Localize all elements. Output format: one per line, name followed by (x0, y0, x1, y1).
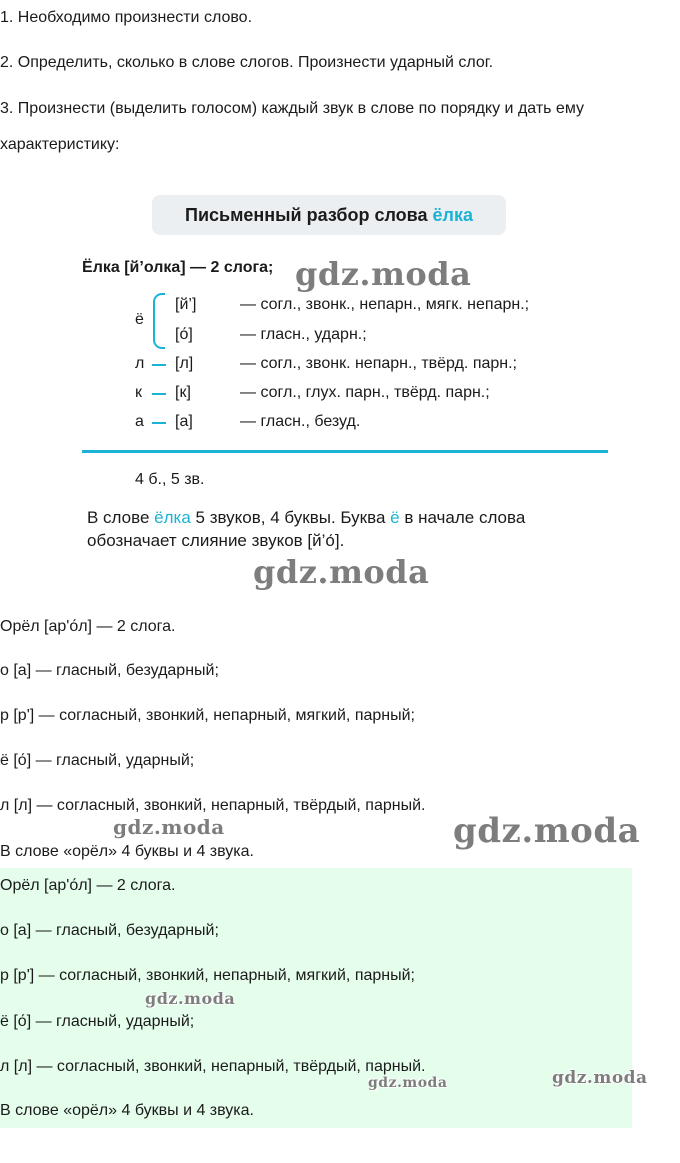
note-text-c: в начале слова (399, 508, 526, 527)
answer2-line-6: В слове «орёл» 4 буквы и 4 звука. (0, 1102, 254, 1119)
answer-highlight (0, 868, 632, 1128)
note-line-1 (87, 508, 525, 528)
summary: 4 б., 5 зв. (135, 471, 205, 488)
desc-a: — гласн., безуд. (240, 413, 361, 430)
answer1-line-6: В слове «орёл» 4 буквы и 4 звука. (0, 843, 254, 860)
watermark: gdz.moda (295, 255, 472, 293)
analysis-card-title (152, 195, 506, 235)
step-3-continued: характеристику: (0, 136, 120, 153)
letter-k: к (135, 384, 142, 401)
watermark: gdz.moda (368, 1075, 448, 1091)
sound-k: [к] (175, 384, 191, 401)
letter-l: л (135, 355, 145, 372)
desc-o: — гласн., ударн.; (240, 326, 367, 343)
answer2-line-2: о [а] — гласный, безударный; (0, 922, 219, 939)
desc-j: — согл., звонк., непарн., мягк. непарн.; (240, 296, 530, 313)
dash-l (152, 364, 166, 366)
analysis-header: Ёлка [й’олка] — 2 слога; (82, 259, 274, 276)
desc-k: — согл., глух. парн., твёрд. парн.; (240, 384, 490, 401)
answer1-line-1: Орёл [ар'о́л] — 2 слога. (0, 618, 176, 635)
answer1-line-2: о [а] — гласный, безударный; (0, 662, 219, 679)
step-2: 2. Определить, сколько в слове слогов. Произнести ударный слог. (0, 54, 494, 71)
answer2-line-4: ё [о́] — гласный, ударный; (0, 1013, 195, 1030)
answer2-line-5: л [л] — согласный, звонкий, непарный, твёрдый, парный. (0, 1058, 426, 1075)
answer1-line-3: р [р'] — согласный, звонкий, непарный, мягкий, парный; (0, 707, 415, 724)
answer1-line-4: ё [о́] — гласный, ударный; (0, 752, 195, 769)
answer2-line-1: Орёл [ар'о́л] — 2 слога. (0, 877, 176, 894)
answer1-line-5: л [л] — согласный, звонкий, непарный, твёрдый, парный. (0, 797, 426, 814)
letter-a: а (135, 413, 144, 430)
letter-yo: ё (135, 311, 144, 328)
watermark: gdz.moda (113, 815, 225, 839)
watermark: gdz.moda (552, 1068, 648, 1088)
card-title-word: ёлка (432, 205, 473, 225)
dash-a (152, 422, 166, 424)
note-text-b: 5 звуков, 4 буквы. Буква (190, 508, 391, 527)
desc-l: — согл., звонк. непарн., твёрд. парн.; (240, 355, 517, 372)
watermark: gdz.moda (453, 811, 641, 851)
watermark: gdz.moda (145, 989, 236, 1008)
sound-l: [л] (175, 355, 194, 372)
step-3: 3. Произнести (выделить голосом) каждый звук в слове по порядку и дать ему (0, 100, 585, 117)
dash-k (152, 393, 166, 395)
divider-line (82, 450, 608, 453)
step-1: 1. Необходимо произнести слово. (0, 9, 253, 26)
note-text-a: В слове (87, 508, 155, 527)
note-letter: ё (390, 508, 400, 527)
sound-j: [й’] (175, 296, 197, 313)
answer2-line-3: р [р'] — согласный, звонкий, непарный, мягкий, парный; (0, 967, 415, 984)
note-word: ёлка (154, 508, 191, 527)
yo-brace (153, 293, 165, 349)
sound-o: [о́] (175, 326, 193, 343)
card-title-prefix: Письменный разбор слова (185, 205, 433, 225)
sound-a: [а] (175, 413, 193, 430)
note-line-2: обозначает слияние звуков [й’о́]. (87, 531, 345, 550)
watermark: gdz.moda (253, 553, 430, 591)
